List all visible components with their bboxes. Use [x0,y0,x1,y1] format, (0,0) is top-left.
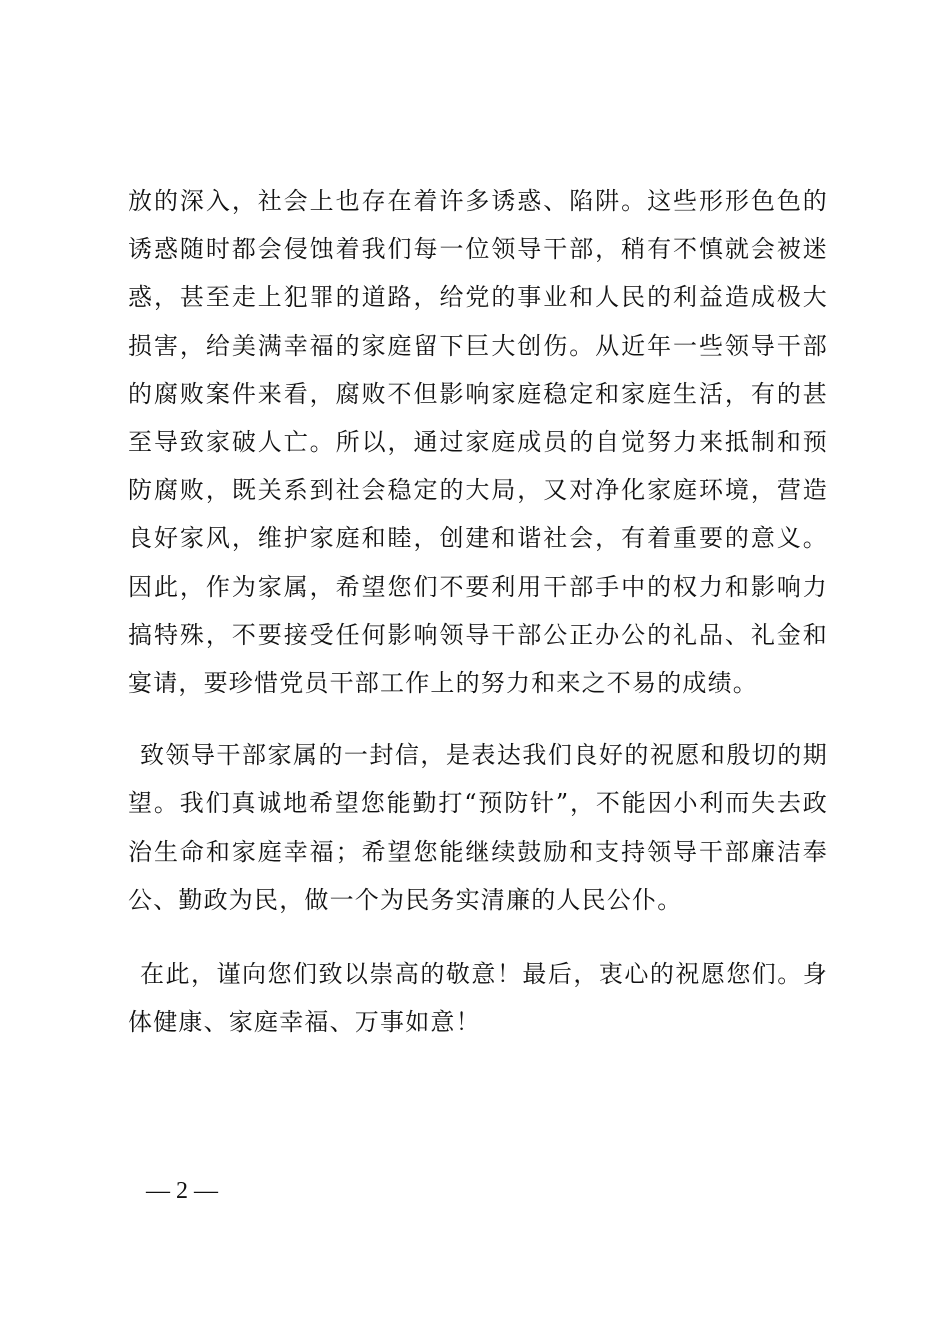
letter-body [128,177,828,1046]
paragraph-closing-wishes: 在此，谨向您们致以崇高的敬意！最后，衷心的祝愿您们。身体健康、家庭幸福、万事如意！ [128,960,828,1037]
paragraph-expectation: 致领导干部家属的一封信，是表达我们良好的祝愿和殷切的期望。我们真诚地希望您能勤打“预防针”，不能因小利而失去政治生命和家庭幸福；希望您能继续鼓励和支持领导干部廉洁奉公、勤政为民，做一个为民务实清廉的人民公仆。 [128,741,828,914]
page-number: — 2 — [146,1178,218,1204]
paragraph-continuation: 放的深入，社会上也存在着许多诱惑、陷阱。这些形形色色的诱惑随时都会侵蚀着我们每一位领导干部，稍有不慎就会被迷惑，甚至走上犯罪的道路，给党的事业和人民的利益造成极大损害，给美满幸福的家庭留下巨大创伤。从近年一些领导干部的腐败案件来看，腐败不但影响家庭稳定和家庭生活，有的甚至导致家破人亡。所以，通过家庭成员的自觉努力来抵制和预防腐败，既关系到社会稳定的大局，又对净化家庭环境，营造良好家风，维护家庭和睦，创建和谐社会，有着重要的意义。因此，作为家属，希望您们不要利用干部手中的权力和影响力搞特殊，不要接受任何影响领导干部公正办公的礼品、礼金和宴请，要珍惜党员干部工作上的努力和来之不易的成绩。 [128,187,828,698]
